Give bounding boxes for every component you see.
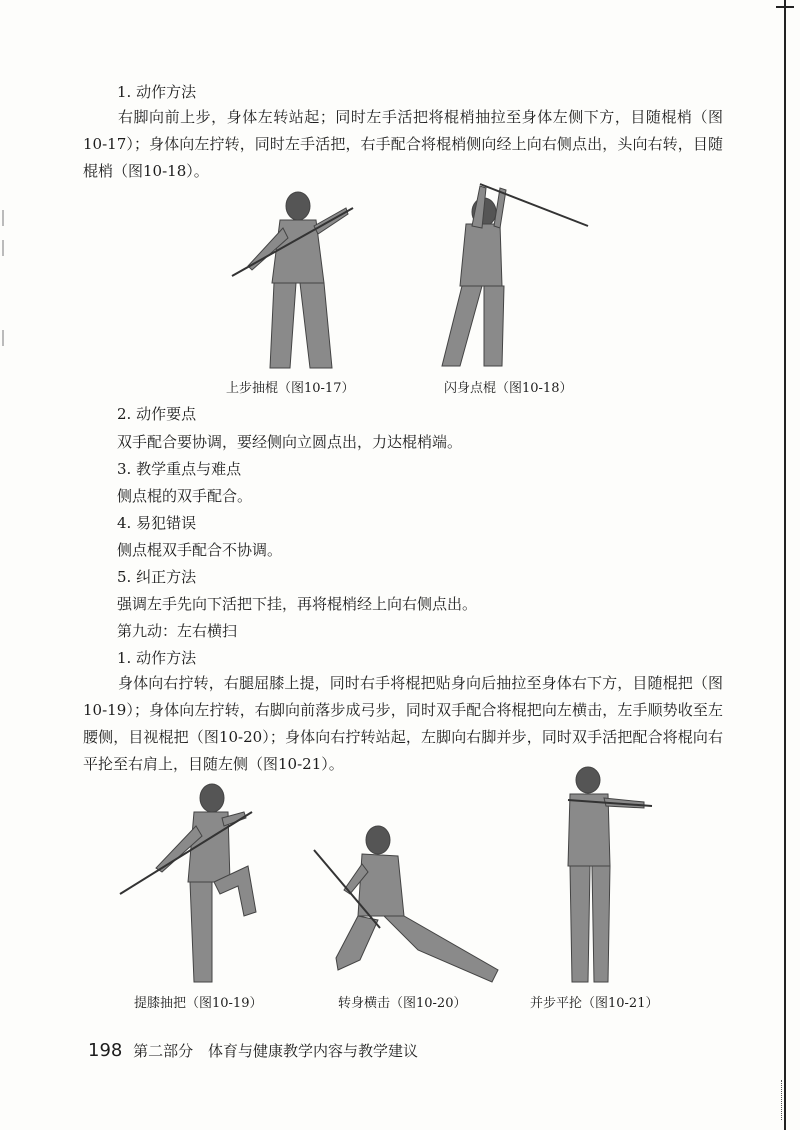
page-edge-tick xyxy=(776,6,794,8)
text-correction: 强调左手先向下活把下挂，再将棍梢经上向右侧点出。 xyxy=(117,595,478,613)
section-heading-correction: 5. 纠正方法 xyxy=(117,568,197,586)
scan-mark xyxy=(2,210,4,226)
caption-10-19: 提膝抽把（图10-19） xyxy=(134,996,263,1011)
page-number: 198 xyxy=(88,1040,123,1061)
figure-10-19-illustration xyxy=(116,782,266,987)
figure-10-17-illustration xyxy=(228,188,368,378)
footer-title: 体育与健康教学内容与教学建议 xyxy=(207,1042,418,1060)
section-heading-method-2: 1. 动作方法 xyxy=(117,649,197,667)
figure-10-17 xyxy=(228,188,368,378)
text-key-points: 双手配合要协调，要经侧向立圆点出，力达棍梢端。 xyxy=(117,433,463,451)
text-errors: 侧点棍双手配合不协调。 xyxy=(117,541,283,559)
scan-mark xyxy=(2,330,4,346)
move-title: 第九动：左右横扫 xyxy=(117,622,238,640)
page-edge-dots xyxy=(781,1080,792,1120)
figure-10-20 xyxy=(308,820,508,990)
caption-10-21: 并步平抡（图10-21） xyxy=(530,996,659,1011)
section-heading-errors: 4. 易犯错误 xyxy=(117,514,197,532)
section-heading-key-points: 2. 动作要点 xyxy=(117,405,197,423)
figure-10-19 xyxy=(116,782,266,987)
text-focus: 侧点棍的双手配合。 xyxy=(117,487,253,505)
figure-10-21-illustration xyxy=(548,766,658,988)
section-heading-focus: 3. 教学重点与难点 xyxy=(117,460,242,478)
page-footer xyxy=(88,1040,418,1061)
figure-10-18 xyxy=(420,176,600,376)
caption-10-17: 上步抽棍（图10-17） xyxy=(226,381,355,396)
paragraph-method: 右脚向前上步，身体左转站起；同时左手活把将棍梢抽拉至身体左侧下方，目随棍梢（图10-17）；身体向左拧转，同时左手活把，右手配合将棍梢侧向经上向右侧点出，头向右转，目随棍梢（图10-18）。 xyxy=(83,108,723,180)
figure-10-20-illustration xyxy=(308,820,508,990)
caption-10-18: 闪身点棍（图10-18） xyxy=(444,381,573,396)
figure-10-21 xyxy=(548,766,658,988)
scan-mark xyxy=(2,240,4,256)
paragraph-method-2: 身体向右拧转，右腿屈膝上提，同时右手将棍把贴身向后抽拉至身体右下方，目随棍把（图10-19）；身体向左拧转，右脚向前落步成弓步，同时双手配合将棍把向左横击，左手顺势收至左腰侧，目视棍把（图10-20）；身体向右拧转站起，左脚向右脚并步，同时双手活把配合将棍向右平抡至右肩上，目随左侧（图10-21）。 xyxy=(83,674,723,773)
footer-part: 第二部分 xyxy=(133,1042,194,1060)
figure-10-18-illustration xyxy=(420,176,600,376)
caption-10-20: 转身横击（图10-20） xyxy=(338,996,467,1011)
section-heading-method: 1. 动作方法 xyxy=(117,83,197,101)
page-edge-line xyxy=(784,0,786,1130)
